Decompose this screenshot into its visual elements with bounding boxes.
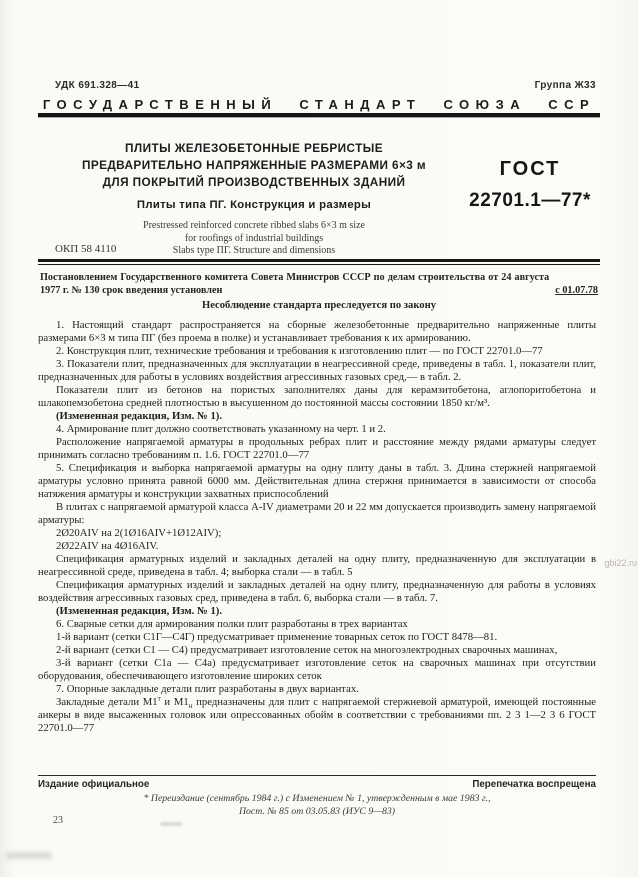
body-paragraph: 7. Опорные закладные детали плит разработаны в двух вариантах. <box>56 683 359 695</box>
group-code: Группа Ж33 <box>534 80 596 91</box>
footer-row <box>38 779 596 790</box>
title-line: ДЛЯ ПОКРЫТИЙ ПРОИЗВОДСТВЕННЫХ ЗДАНИЙ <box>102 175 406 189</box>
header-rule <box>38 113 600 117</box>
double-rule <box>38 259 600 265</box>
document-title-ru <box>58 140 450 191</box>
watermark: gbi22.ru <box>604 558 637 568</box>
paragraph-fragment: н <box>188 702 193 711</box>
body-paragraph: 2Ø22АIV на 4Ø16АIV. <box>56 540 159 552</box>
footer-rule <box>38 775 596 776</box>
body-paragraph: Спецификация арматурных изделий и закладных деталей на одну плиту, предназначенную для эксплуатации в неагрессивной среде, приведена в табл. 4; выборка стали — в табл. 5 <box>38 553 596 578</box>
body-paragraph: 3. Показатели плит, предназначенных для эксплуатации в неагрессивной среде, приведены в табл. 1, показатели плит, предназначенных для работы в условиях воздействия агрессивных газовых сред,— в табл. 2. <box>38 358 596 383</box>
title-line: ПРЕДВАРИТЕЛЬНО НАПРЯЖЕННЫЕ РАЗМЕРАМИ 6×3 м <box>81 158 427 172</box>
page-number: 23 <box>53 815 63 826</box>
body-paragraph: 3-й вариант (сетки С1а — С4а) предусматривает изготовление сеток на сварочных машинах при отсутствии оборудования, обеспечивающего изготовление широких сеток <box>38 657 596 682</box>
reprint-prohibited-label: Перепечатка воспрещена <box>472 779 596 790</box>
footnote-line: * Переиздание (сентябрь 1984 г.) с Изменением № 1, утвержденным в мае 1983 г., <box>143 793 491 804</box>
scan-smudge <box>6 852 52 859</box>
paragraph-fragment: Закладные детали М1 <box>56 696 158 708</box>
title-line: ПЛИТЫ ЖЕЛЕЗОБЕТОННЫЕ РЕБРИСТЫЕ <box>125 141 383 155</box>
okp-code: ОКП 58 4110 <box>55 243 117 255</box>
body-paragraph: 1. Настоящий стандарт распространяется на сборные железобетонные предварительно напряженные плиты размерами 6×3 м типа ПГ (без проема в полке) и устанавливает требования к их армированию. <box>38 319 596 344</box>
law-notice: Несоблюдение стандарта преследуется по закону <box>201 300 437 311</box>
body-paragraph: 4. Армирование плит должно соответствовать указанному на черт. 1 и 2. <box>56 423 386 435</box>
paragraph-fragment: и М1 <box>160 696 189 708</box>
title-en-line: for roofings of industrial buildings <box>184 232 324 244</box>
body-paragraph: Показатели плит из бетонов на пористых заполнителях даны для керамзитобетона, аглопоритобетона и шлакопемзобетона средней плотностью в высушенном до постоянной массы состоянии 1850 кг/м³. <box>38 384 596 409</box>
header-meta-row <box>55 80 596 91</box>
footnote-line: Пост. № 85 от 03.05.83 (ИУС 9—83) <box>238 805 396 817</box>
body-paragraph: Спецификация арматурных изделий и закладных деталей на одну плиту, предназначенную для работы в условиях воздействия агрессивных газовых сред, приведена в табл. 6, выборка стали — в табл. 7. <box>38 579 596 604</box>
body-paragraph <box>38 696 596 735</box>
org-header: ГОСУДАРСТВЕННЫЙ СТАНДАРТ СОЮЗА ССР <box>42 97 596 112</box>
reissue-footnote <box>38 793 596 818</box>
paragraph-fragment: предназначены для плит с напрягаемой стержневой арматурой, имеющей постоянные анкеры в виде высаженных головок или опрессованных обойм в соответствии с требованиями пп. 2 3 1—2 3 6 ГОСТ 22701.0—77 <box>38 696 597 734</box>
gost-label: ГОСТ <box>499 158 561 180</box>
title-en-line: Slabs type ПГ. Structure and dimensions <box>172 245 336 256</box>
gost-number: 22701.1—77* <box>469 190 591 211</box>
body-paragraph: (Измененная редакция, Изм. № 1). <box>56 410 223 422</box>
document-title-en <box>58 220 450 258</box>
body-paragraph: В плитах с напрягаемой арматурой класса А-IV диаметрами 20 и 22 мм допускается производить замену напрягаемой арматуры: <box>38 501 596 526</box>
udk-code: УДК 691.328—41 <box>55 80 140 91</box>
enactment-date: с 01.07.78 <box>555 285 598 296</box>
title-en-line: Prestressed reinforced concrete ribbed slabs 6×3 m size <box>143 220 365 231</box>
enactment-block <box>40 271 598 297</box>
scan-smudge <box>160 822 182 826</box>
body-paragraph: 2. Конструкция плит, технические требования и требования к изготовлению плит — по ГОСТ 22701.0—77 <box>56 345 543 357</box>
document-subtitle: Плиты типа ПГ. Конструкция и размеры <box>136 199 372 211</box>
body-text <box>38 319 596 735</box>
body-paragraph: 2Ø20АIV на 2(1Ø16АIV+1Ø12АIV); <box>56 527 222 539</box>
gost-designation <box>452 158 608 212</box>
paragraph-fragment: т <box>157 694 161 703</box>
body-paragraph: 1-й вариант (сетки С1Г—С4Г) предусматривает применение товарных сеток по ГОСТ 8478—81. <box>56 631 498 643</box>
body-paragraph: Расположение напрягаемой арматуры в продольных ребрах плит и расстояние между рядами арматуры следует принимать согласно требованиям п. 1.6. ГОСТ 22701.0—77 <box>38 436 596 461</box>
body-paragraph: (Измененная редакция, Изм. № 1). <box>56 605 223 617</box>
official-edition-label: Издание официальное <box>38 779 150 790</box>
body-paragraph: 2-й вариант (сетки С1 — С4) предусматривает изготовление сеток на многоэлектродных сварочных машинах, <box>56 644 558 656</box>
body-paragraph: 5. Спецификация и выборка напрягаемой арматуры на одну плиту даны в табл. 3. Длина стержней напрягаемой арматуры условно принята равной 6000 мм. Действительная длина стержня принимается в зависимости от способа натяжения арматуры и конструкции захватных приспособлений <box>38 462 596 500</box>
body-paragraph: 6. Сварные сетки для армирования полки плит разработаны в трех вариантах <box>56 618 408 630</box>
footer <box>38 775 596 818</box>
enactment-text: Постановлением Государственного комитета Совета Министров СССР по делам строительства от 24 августа 1977 г. № 130 срок введения установлен <box>40 272 550 296</box>
title-block <box>58 140 450 258</box>
